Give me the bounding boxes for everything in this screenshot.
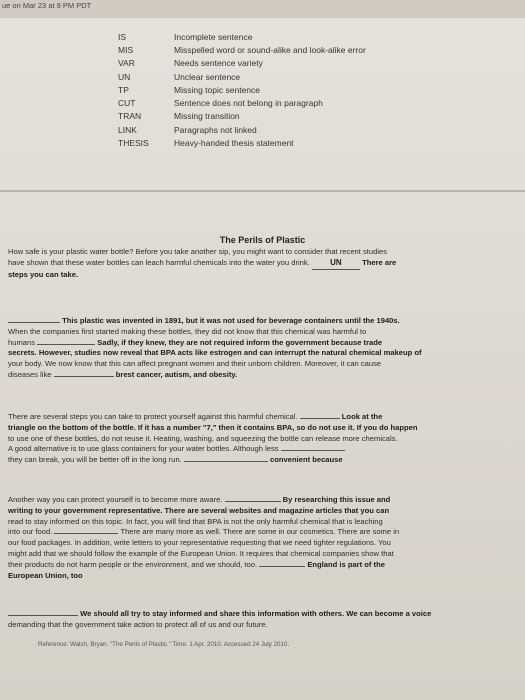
text-line (8, 444, 513, 455)
code-row (118, 57, 418, 70)
paragraph-body-2 (8, 412, 513, 466)
code-abbr: THESIS (118, 138, 149, 149)
text-segment: their products do not harm people or the environment, and we should, too. (8, 559, 258, 569)
text-segment: We should all try to stay informed and share this information with others. We can become a voice (80, 609, 432, 618)
text-line: How safe is your plastic water bottle? Before you take another sip, you might want to consider that recent studies (8, 247, 388, 256)
paragraph-body-3 (8, 495, 513, 581)
code-desc: Misspelled word or sound-alike and look-alike error (174, 44, 366, 55)
text-line: European Union, too (8, 570, 83, 580)
code-row (118, 70, 418, 83)
text-line (8, 527, 513, 538)
code-row (118, 123, 418, 136)
code-desc: Paragraphs not linked (174, 124, 257, 135)
text-segment: England is part of the (307, 559, 385, 569)
code-abbr: TRAN (118, 111, 142, 122)
essay-title: The Perils of Plastic (219, 235, 306, 245)
code-desc: Sentence does not belong in paragraph (174, 98, 323, 109)
text-segment: A good alternative is to use glass containers for your water bottles. Although less (8, 444, 279, 454)
code-abbr: MIS (118, 44, 134, 55)
text-line (8, 455, 513, 466)
code-abbr: CUT (118, 98, 136, 109)
code-abbr: LINK (118, 124, 137, 135)
reference-citation: Reference: Walsh, Bryan. "The Perils of Plastic." Time. 1 Apr. 2010. Accessed 24 July 2010. (38, 641, 290, 648)
paragraph-body-1 (8, 316, 513, 381)
text-segment: By researching this issue and (282, 495, 391, 504)
status-bar (0, 0, 525, 18)
code-desc: Unclear sentence (174, 71, 241, 82)
text-segment: brest cancer, autism, and obesity. (115, 369, 238, 379)
code-desc: Missing transition (174, 111, 240, 122)
code-row (118, 96, 418, 109)
text-segment: There are many more as well. There are some in our cosmetics. There are some in (120, 527, 400, 537)
text-line: demanding that the government take action to protect all of us and our future. (8, 619, 268, 629)
text-segment: Sadly, if they knew, they are not required inform the government because trade (97, 337, 383, 347)
text-line (8, 316, 513, 327)
code-row (118, 43, 418, 56)
text-line (8, 423, 513, 434)
status-text: ue on Mar 23 at 9 PM PDT (2, 1, 92, 10)
code-desc: Heavy-handed thesis statement (174, 138, 294, 149)
text-line (8, 506, 513, 517)
text-line (8, 348, 513, 359)
text-line (8, 412, 513, 423)
code-desc: Needs sentence variety (174, 58, 263, 69)
answer-blank[interactable] (281, 450, 345, 451)
text-line: read to stay informed on this topic. In fact, you will find that BPA is not the only harmful chemical that is leaching (8, 516, 383, 526)
text-segment: secrets. However, studies now reveal that BPA acts like estrogen and can interrupt the natural chemical makeup of (8, 348, 422, 358)
answer-blank[interactable] (259, 566, 305, 567)
answer-blank[interactable] (184, 461, 268, 462)
editing-codes-key (118, 30, 418, 150)
text-segment: This plastic was invented in 1891, but it was not used for beverage containers until the 1940s. (62, 316, 400, 325)
code-row (118, 83, 418, 96)
text-line (8, 495, 513, 506)
text-segment: into our food. (8, 527, 53, 537)
text-segment: Another way you can protect yourself is to become more aware. (8, 495, 223, 504)
text-line: your body. We now know that this can affect pregnant women and their unborn children. Moreover, it can cause (8, 359, 382, 369)
text-segment: There are several steps you can take to protect yourself against this harmful chemical. (8, 412, 298, 421)
code-desc: Incomplete sentence (174, 31, 253, 42)
code-desc: Missing topic sentence (174, 84, 260, 95)
answer-blank[interactable] (225, 501, 281, 502)
text-segment: convenient because (270, 455, 343, 465)
code-row (118, 110, 418, 123)
text-line: steps you can take. (8, 269, 79, 279)
text-line (8, 609, 513, 620)
text-segment: humans (8, 337, 36, 347)
text-line: to use one of these bottles, do not reuse it. Heating, washing, and squeezing the bottle can release more chemicals. (8, 433, 398, 443)
code-abbr: UN (118, 71, 131, 82)
text-line: When the companies first started making these bottles, they did not know that this chemical was harmful to (8, 326, 367, 336)
text-segment: have shown that these water bottles can leach harmful chemicals into the water you drink. (8, 257, 310, 267)
text-segment: they can break, you will be better off in the long run. (8, 455, 182, 465)
text-line (8, 258, 513, 270)
text-line (8, 560, 513, 571)
text-segment: diseases like (8, 369, 52, 379)
answer-blank[interactable] (54, 533, 118, 534)
answer-blank[interactable] (54, 376, 114, 377)
text-line: might add that we should follow the example of the European Union. It requires that chemical companies show that (8, 548, 394, 558)
code-abbr: TP (118, 84, 129, 95)
code-abbr: IS (118, 31, 127, 42)
answer-blank[interactable] (312, 258, 360, 270)
answer-blank[interactable] (37, 344, 95, 345)
paragraph-conclusion (8, 609, 513, 631)
code-row (118, 30, 418, 43)
paragraph-intro (8, 247, 513, 280)
text-segment: There are (362, 257, 397, 267)
text-segment: writing to your government representative. There are several websites and magazine articles that you can (8, 505, 390, 515)
text-line (8, 370, 513, 381)
text-line (8, 338, 513, 349)
text-line: our food packages. In addition, write letters to your representative requesting that we need tighter regulations. You (8, 538, 391, 548)
section-divider (0, 190, 525, 192)
answer-blank[interactable] (8, 615, 78, 616)
answer-blank[interactable] (8, 322, 60, 323)
code-row (118, 136, 418, 149)
answer-blank[interactable] (300, 418, 340, 419)
answer-text: UN (330, 257, 342, 267)
text-segment: triangle on the bottom of the bottle. If it has a number "7," then it contains BPA, so do not use it. If you do happen (8, 422, 418, 432)
code-abbr: VAR (118, 58, 135, 69)
text-segment: Look at the (341, 412, 383, 421)
